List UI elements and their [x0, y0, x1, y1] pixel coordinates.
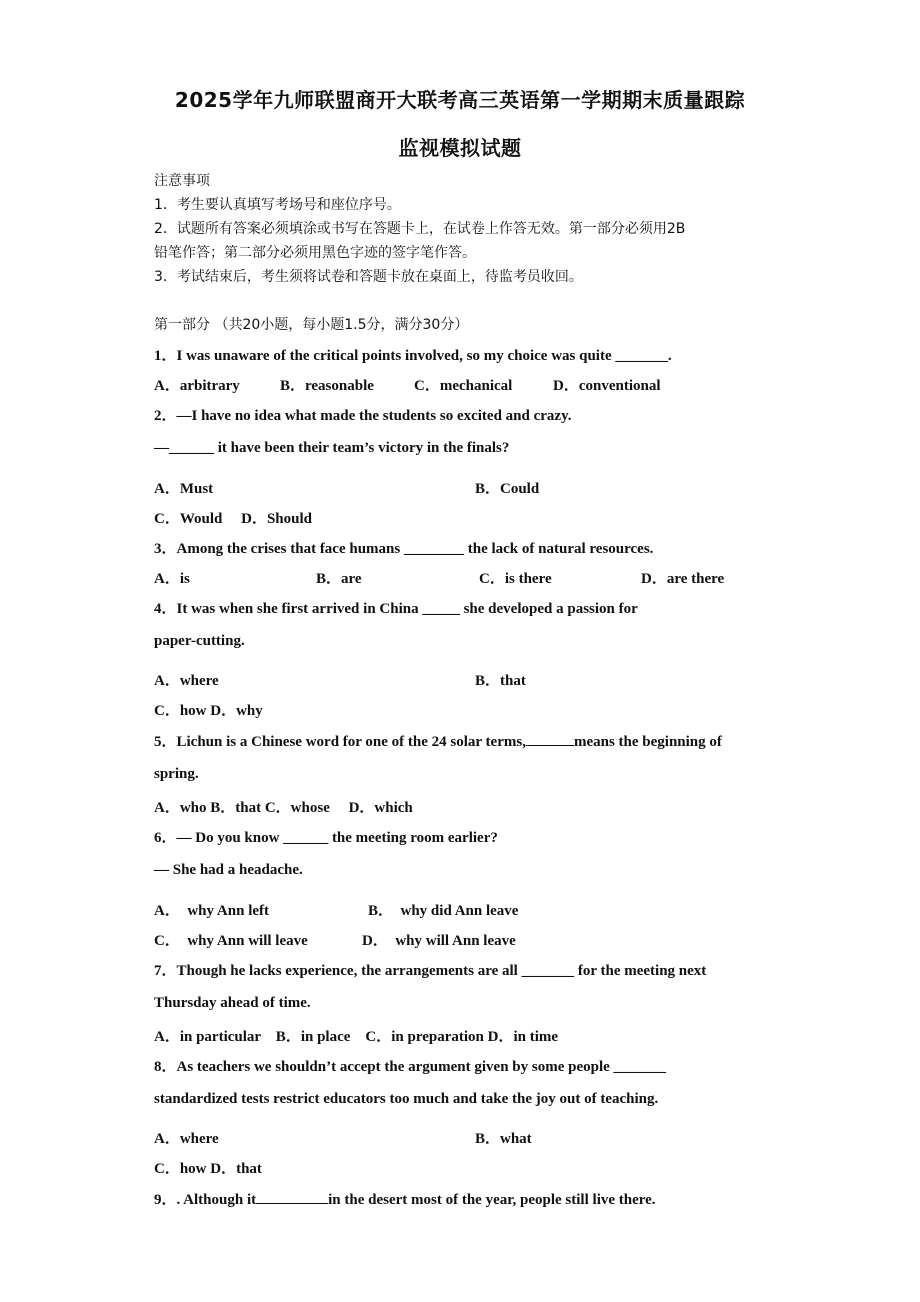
option-b: B．that: [475, 673, 526, 689]
question-stem: 1．I was unaware of the critical points involved, so my choice was quite _______.: [154, 348, 672, 364]
question-stem: 6．— Do you know ______ the meeting room earlier?: [154, 830, 498, 846]
question-stem-cont: standardized tests restrict educators too much and take the joy out of teaching.: [154, 1091, 659, 1107]
option-b: B．what: [475, 1131, 532, 1147]
option-c: C． why Ann will leave: [154, 933, 308, 949]
question-stem: 4．It was when she first arrived in China _____ she developed a passion for: [154, 601, 638, 617]
option-b: B．Could: [475, 481, 540, 497]
option-a: A．arbitrary: [154, 378, 240, 394]
question-stem: 3．Among the crises that face humans ________ the lack of natural resources.: [154, 541, 654, 557]
note-item: 1．考生要认真填写考场号和座位序号。: [154, 197, 401, 213]
option-b: B．reasonable: [280, 378, 374, 394]
question-stem-part: 9．. Although it: [154, 1192, 257, 1208]
question-stem-cont: spring.: [154, 766, 199, 782]
note-item: 3．考试结束后，考生须将试卷和答题卡放在桌面上，待监考员收回。: [154, 269, 583, 285]
option-b: B． why did Ann leave: [368, 903, 519, 919]
option-a: A． why Ann left: [154, 903, 270, 919]
note-item: 2．试题所有答案必须填涂或书写在答题卡上，在试卷上作答无效。第一部分必须用2B: [154, 221, 686, 237]
options-line: A．in particular B．in place C．in preparation D．in time: [154, 1029, 559, 1045]
answer-blank: [256, 1202, 328, 1204]
answer-blank: [526, 744, 574, 746]
option-cd: C．how D．that: [154, 1161, 262, 1177]
option-c: C．mechanical: [414, 378, 513, 394]
title-line-1: 2025学年九师联盟商开大联考高三英语第一学期期末质量跟踪: [174, 88, 746, 112]
option-b: B．are: [316, 571, 362, 587]
option-d: D． why will Ann leave: [362, 933, 516, 949]
option-cd: C．Would D．Should: [154, 511, 312, 527]
option-cd: C．how D．why: [154, 703, 263, 719]
question-stem: 2．—I have no idea what made the students so excited and crazy.: [154, 408, 572, 424]
question-stem: [154, 730, 722, 751]
option-a: A．where: [154, 673, 219, 689]
section-heading: 第一部分 （共20小题，每小题1.5分，满分30分）: [154, 317, 469, 333]
notes-heading: 注意事项: [154, 173, 210, 189]
question-stem-part: in the desert most of the year, people still live there.: [328, 1192, 656, 1208]
question-stem-cont: —______ it have been their team’s victory in the finals?: [154, 440, 510, 456]
option-a: A．Must: [154, 481, 214, 497]
option-c: C．is there: [479, 571, 552, 587]
question-stem-part: 5．Lichun is a Chinese word for one of the 24 solar terms,: [154, 734, 526, 750]
question-stem-part: means the beginning of: [573, 734, 722, 750]
option-a: A．is: [154, 571, 190, 587]
question-stem: [154, 1188, 656, 1209]
option-a: A．where: [154, 1131, 219, 1147]
question-stem-cont: paper-cutting.: [154, 633, 245, 649]
title-line-2: 监视模拟试题: [398, 136, 522, 160]
options-line: A．who B．that C．whose D．which: [154, 800, 413, 816]
option-d: D．are there: [641, 571, 725, 587]
question-stem-cont: — She had a headache.: [154, 862, 303, 878]
question-stem: 8．As teachers we shouldn’t accept the argument given by some people _______: [154, 1059, 667, 1075]
question-stem: 7．Though he lacks experience, the arrangements are all _______ for the meeting next: [154, 963, 707, 979]
question-stem-cont: Thursday ahead of time.: [154, 995, 311, 1011]
note-item: 铅笔作答；第二部分必须用黑色字迹的签字笔作答。: [154, 245, 476, 261]
option-d: D．conventional: [553, 378, 661, 394]
